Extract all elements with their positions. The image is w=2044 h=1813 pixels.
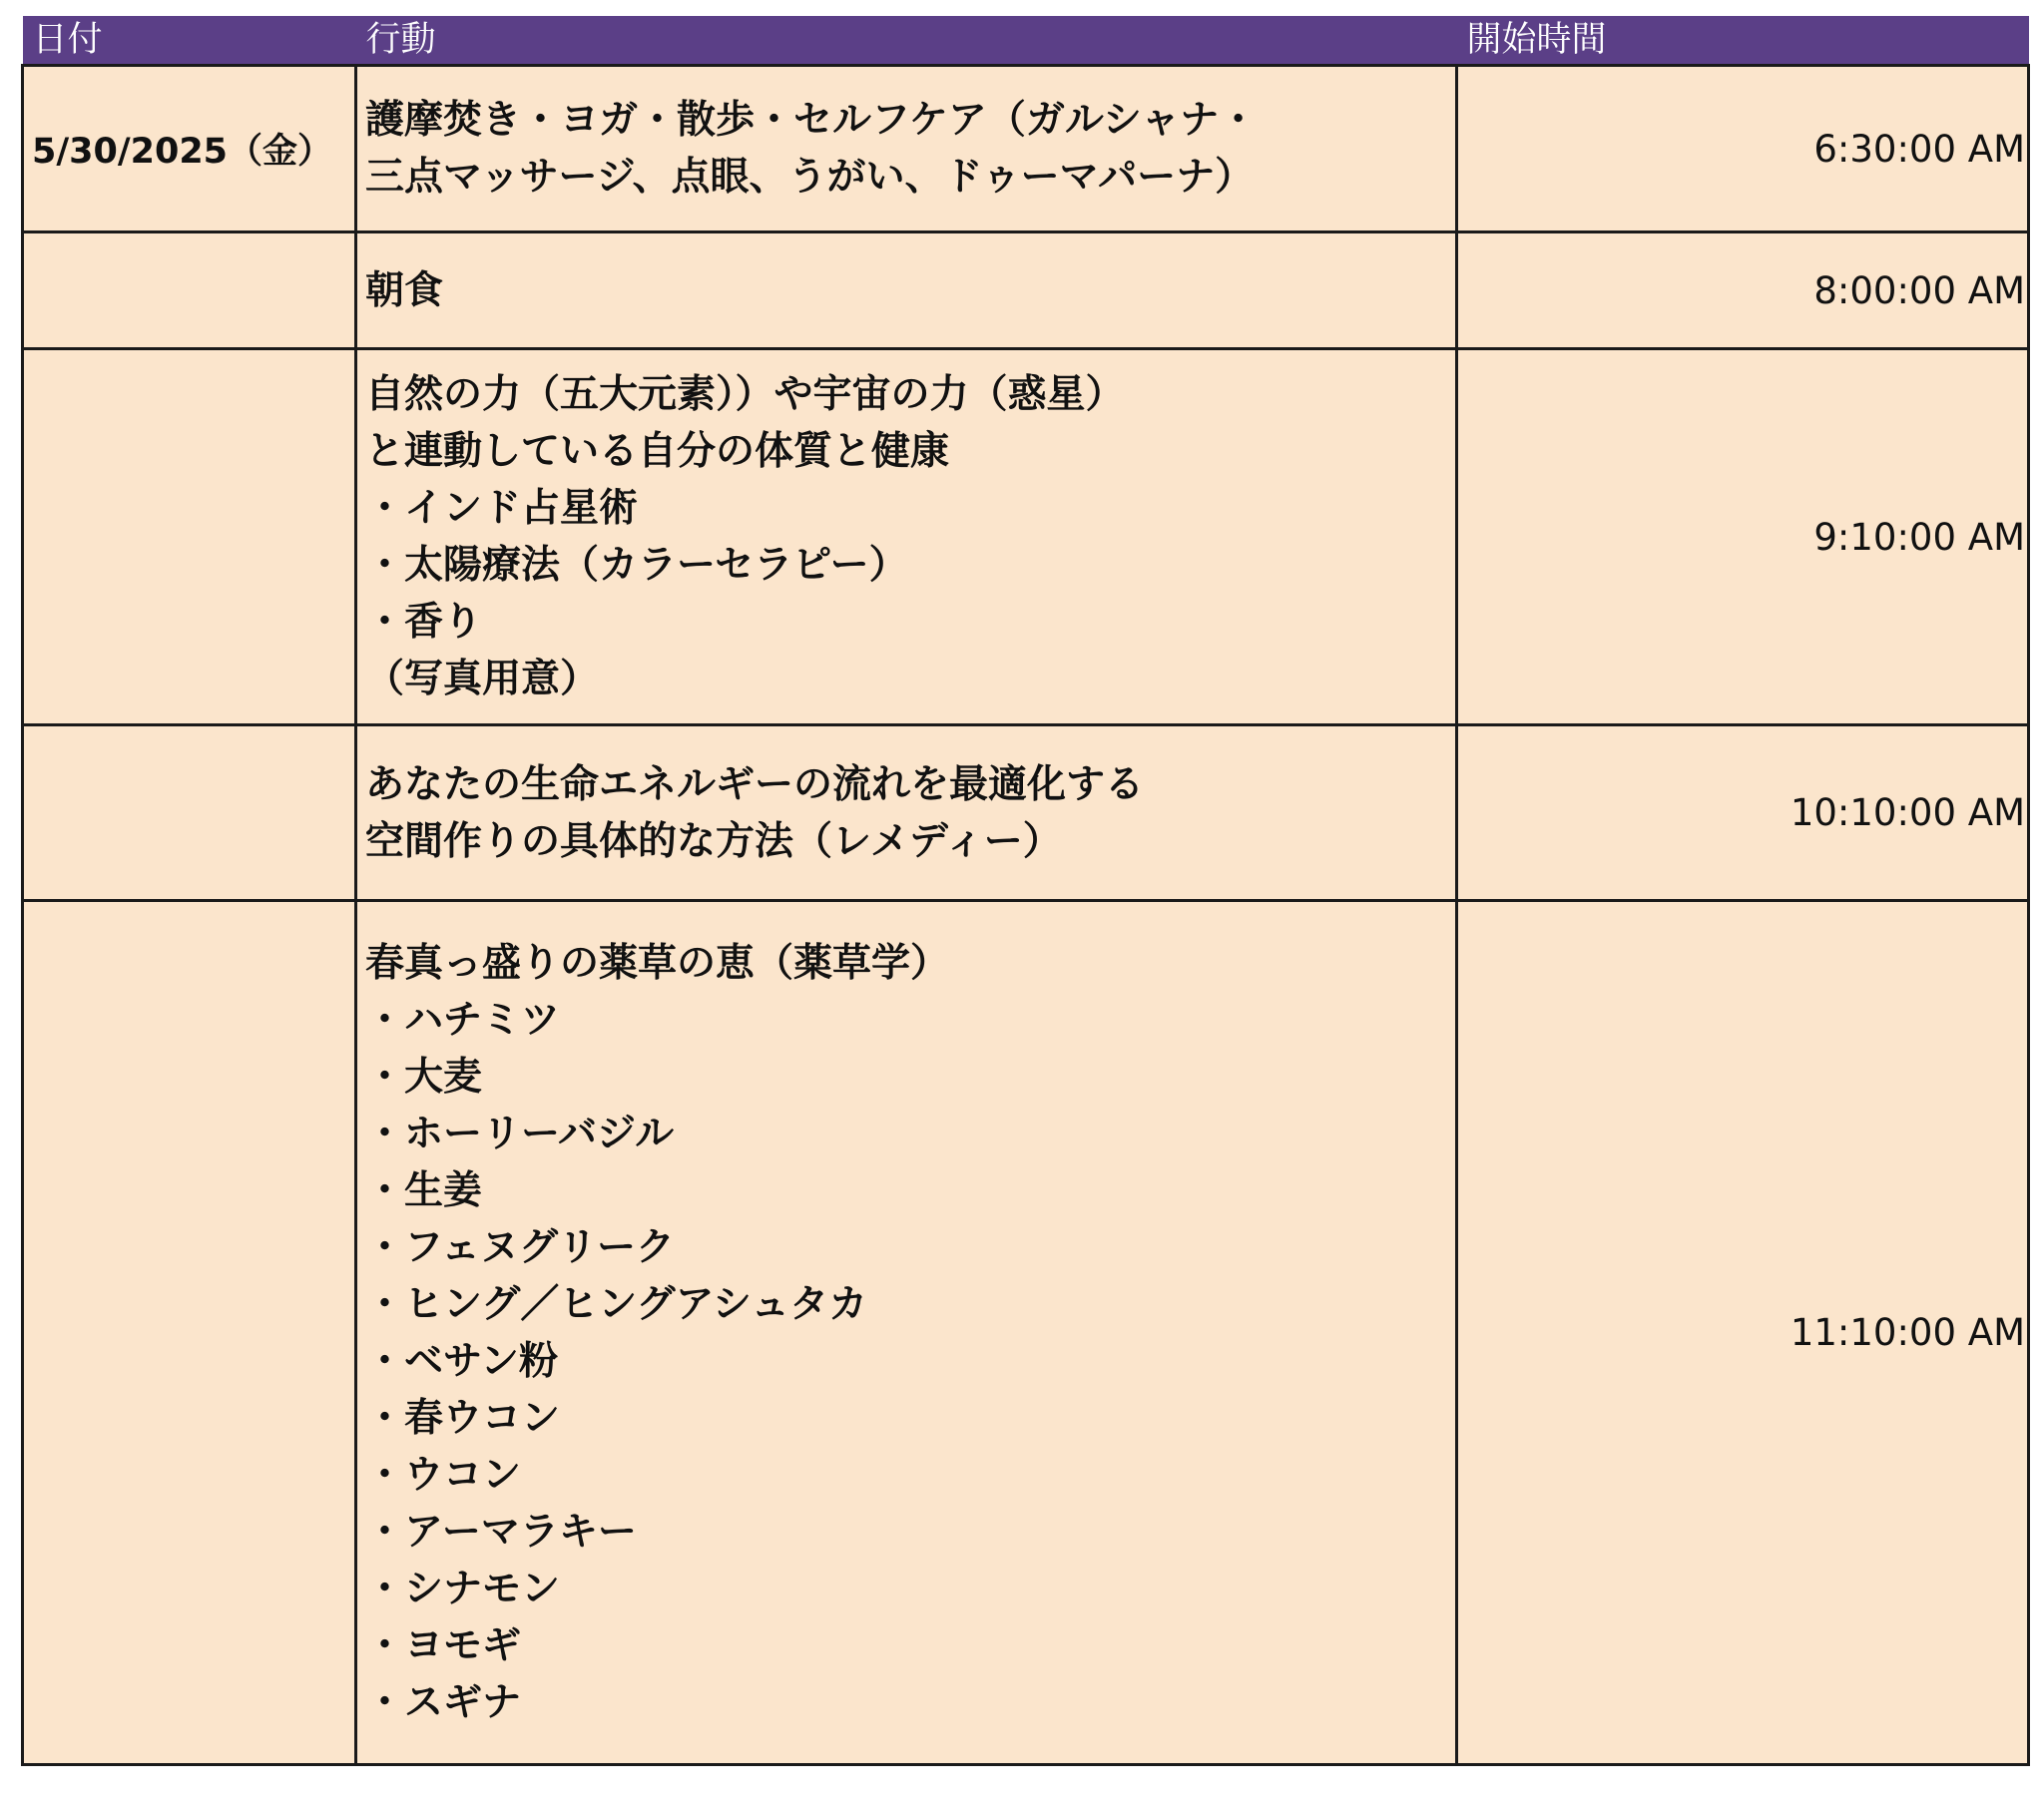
start-time-cell: 9:10:00 AM <box>1457 349 2029 725</box>
action-line: あなたの生命エネルギーの流れを最適化する <box>365 761 1145 807</box>
table-row <box>23 66 2029 232</box>
action-line: ・香り <box>365 600 483 645</box>
action-cell <box>356 725 1457 901</box>
action-line: 三点マッサージ、点眼、うがい、ドゥーマパーナ） <box>365 155 1255 200</box>
action-line: ・春ウコン <box>365 1395 561 1441</box>
action-line: ・ヒング／ヒングアシュタカ <box>365 1281 868 1327</box>
action-line: ・ハチミツ <box>365 997 561 1043</box>
action-line: ・アーマラキー <box>365 1509 637 1555</box>
action-line: ・太陽療法（カラーセラピー） <box>365 543 908 588</box>
table-row <box>23 901 2029 1765</box>
start-time-cell: 8:00:00 AM <box>1457 232 2029 349</box>
action-line: ・ホーリーバジル <box>365 1111 675 1156</box>
action-cell <box>356 349 1457 725</box>
action-line: （写真用意） <box>365 657 600 701</box>
start-time-cell: 11:10:00 AM <box>1457 901 2029 1765</box>
action-cell <box>356 232 1457 349</box>
header-date: 日付 <box>23 16 356 66</box>
action-line: ・ウコン <box>365 1452 522 1498</box>
action-line: ・大麦 <box>365 1054 483 1100</box>
action-line: ・スギナ <box>365 1679 522 1725</box>
start-time-cell: 6:30:00 AM <box>1457 66 2029 232</box>
action-line: 空間作りの具体的な方法（レメディー） <box>365 818 1062 864</box>
header-action: 行動 <box>356 16 1457 66</box>
table-body <box>23 66 2029 1765</box>
date-cell <box>23 349 356 725</box>
table-row <box>23 349 2029 725</box>
action-line: ・生姜 <box>365 1167 483 1213</box>
action-line: ・ベサン粉 <box>365 1338 559 1384</box>
action-line: と連動している自分の体質と健康 <box>365 429 950 474</box>
table-header <box>23 16 2029 66</box>
action-line: ・シナモン <box>365 1566 561 1611</box>
action-line: 朝食 <box>365 267 444 313</box>
action-cell <box>356 66 1457 232</box>
date-cell <box>23 725 356 901</box>
header-row <box>23 16 2029 66</box>
action-line: 春真っ盛りの薬草の恵（薬草学） <box>365 940 950 986</box>
start-time-cell: 10:10:00 AM <box>1457 725 2029 901</box>
table-row <box>23 725 2029 901</box>
date-cell <box>23 901 356 1765</box>
date-cell <box>23 232 356 349</box>
header-start-time: 開始時間 <box>1457 16 2029 66</box>
date-cell: 5/30/2025（金） <box>23 66 356 232</box>
action-line: 護摩焚き・ヨガ・散歩・セルフケア（ガルシャナ・ <box>365 98 1259 143</box>
action-cell <box>356 901 1457 1765</box>
table-row <box>23 232 2029 349</box>
action-line: ・インド占星術 <box>365 486 639 531</box>
action-line: ・フェヌグリーク <box>365 1224 676 1270</box>
schedule-table <box>21 16 2030 1766</box>
action-line: ・ヨモギ <box>365 1622 522 1668</box>
action-line: 自然の力（五大元素））や宇宙の力（惑星） <box>365 372 1125 417</box>
